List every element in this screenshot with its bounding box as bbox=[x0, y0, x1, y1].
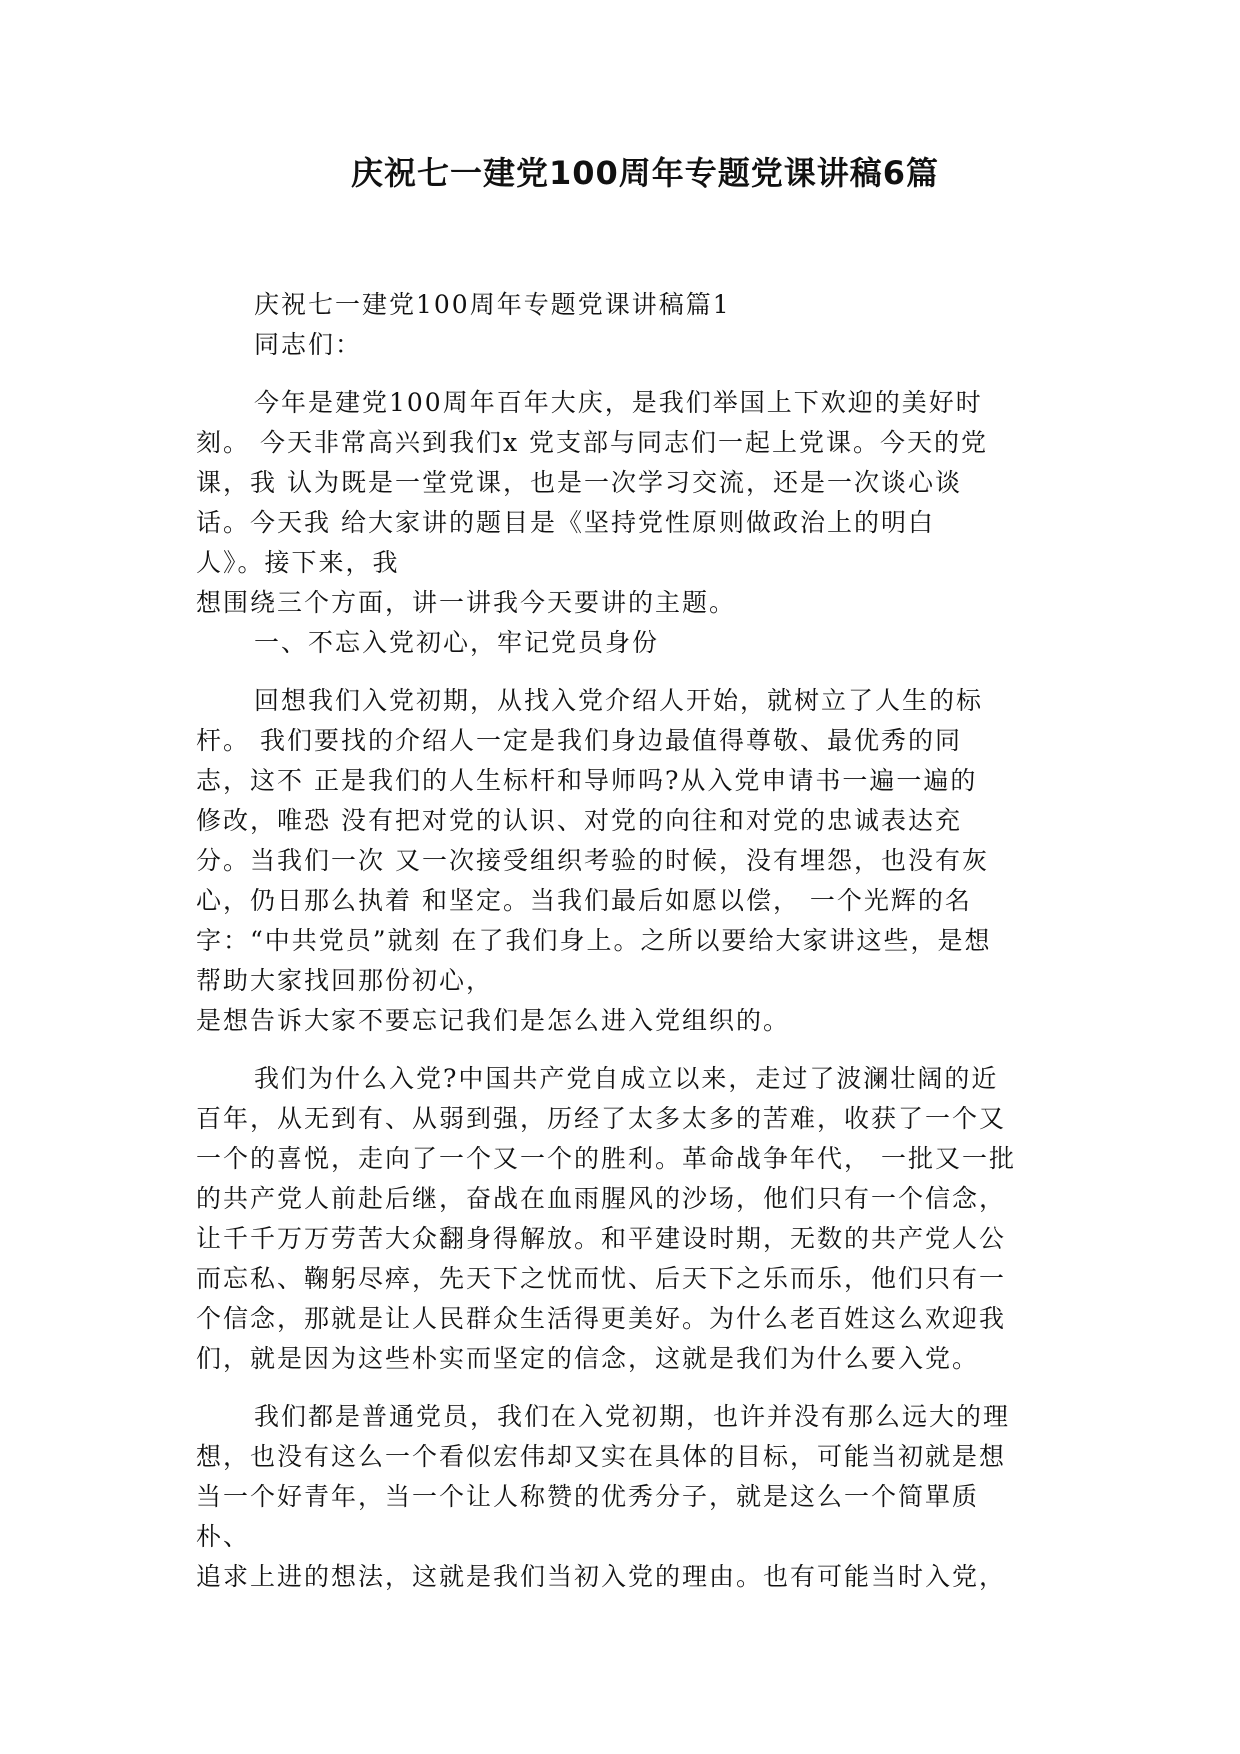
text-line: 人》。接下来，我 bbox=[196, 548, 400, 577]
text-line: 刻。 今天非常高兴到我们x 党支部与同志们一起上党课。今天的党 bbox=[196, 428, 988, 457]
text-line: 想围绕三个方面，讲一讲我今天要讲的主题。 bbox=[196, 588, 737, 617]
text-line: 让千千万万劳苦大众翻身得解放。和平建设时期，无数的共产党人公 bbox=[196, 1224, 1007, 1253]
text-line: 的共产党人前赴后继，奋战在血雨腥风的沙场，他们只有一个信念， bbox=[196, 1184, 1007, 1213]
text-line: 杆。 我们要找的介绍人一定是我们身边最值得尊敬、最优秀的同 bbox=[196, 726, 962, 755]
text-line: 课，我 认为既是一堂党课，也是一次学习交流，还是一次谈心谈 bbox=[196, 468, 962, 497]
text-line: 朴、 bbox=[196, 1522, 251, 1551]
text-line: 帮助大家找回那份初心， bbox=[196, 966, 494, 995]
text-line: 百年，从无到有、从弱到强，历经了太多太多的苦难，收获了一个又 bbox=[196, 1104, 1007, 1133]
text-line: 们，就是因为这些朴实而坚定的信念，这就是我们为什么要入党。 bbox=[196, 1344, 980, 1373]
text-line: 想，也没有这么一个看似宏伟却又实在具体的目标，可能当初就是想 bbox=[196, 1442, 1007, 1471]
text-line: 话。今天我 给大家讲的题目是《坚持党性原则做政治上的明白 bbox=[196, 508, 935, 537]
paragraph-gap bbox=[196, 663, 1056, 681]
text-line: 志，这不 正是我们的人生标杆和导师吗?从入党申请书一遍一遍的 bbox=[196, 766, 978, 795]
text-line: 心，仍日那么执着 和坚定。当我们最后如愿以偿， 一个光辉的名 bbox=[196, 886, 972, 915]
text-line: 同志们： bbox=[254, 330, 363, 359]
text-line: 一个的喜悦，走向了一个又一个的胜利。革命战争年代， 一批又一批 bbox=[196, 1144, 1016, 1173]
text-line: 追求上进的想法，这就是我们当初入党的理由。也有可能当时入党， bbox=[196, 1562, 1007, 1591]
text-line: 分。当我们一次 又一次接受组织考验的时候，没有埋怨，也没有灰 bbox=[196, 846, 989, 875]
paragraph-gap bbox=[196, 1379, 1056, 1397]
text-line: 回想我们入党初期，从找入党介绍人开始，就树立了人生的标 bbox=[254, 686, 984, 715]
text-line: 修改，唯恐 没有把对党的认识、对党的向往和对党的忠诚表达充 bbox=[196, 806, 962, 835]
paragraph-gap bbox=[196, 1041, 1056, 1059]
text-line: 字：“中共党员”就刻 在了我们身上。之所以要给大家讲这些，是想 bbox=[196, 926, 992, 955]
document-body bbox=[196, 285, 1056, 1597]
text-line: 我们都是普通党员，我们在入党初期，也许并没有那么远大的理 bbox=[254, 1402, 1011, 1431]
text-line: 当一个好青年，当一个让人称赞的优秀分子，就是这么一个简單质 bbox=[196, 1482, 980, 1511]
text-line: 庆祝七一建党100周年专题党课讲稿篇1 bbox=[254, 290, 731, 319]
text-line: 今年是建党100周年百年大庆，是我们举国上下欢迎的美好时 bbox=[254, 388, 983, 417]
text-line: 我们为什么入党?中国共产党自成立以来，走过了波澜壮阔的近 bbox=[254, 1064, 999, 1093]
paragraph-gap bbox=[196, 365, 1056, 383]
text-line: 个信念，那就是让人民群众生活得更美好。为什么老百姓这么欢迎我 bbox=[196, 1304, 1007, 1333]
text-line: 而忘私、鞠躬尽瘁，先天下之忧而忧、后天下之乐而乐，他们只有一 bbox=[196, 1264, 1007, 1293]
document-title: 庆祝七一建党100周年专题党课讲稿6篇 bbox=[350, 154, 940, 192]
text-line: 是想告诉大家不要忘记我们是怎么进入党组织的。 bbox=[196, 1006, 791, 1035]
text-line: 一、不忘入党初心，牢记党员身份 bbox=[254, 628, 660, 657]
